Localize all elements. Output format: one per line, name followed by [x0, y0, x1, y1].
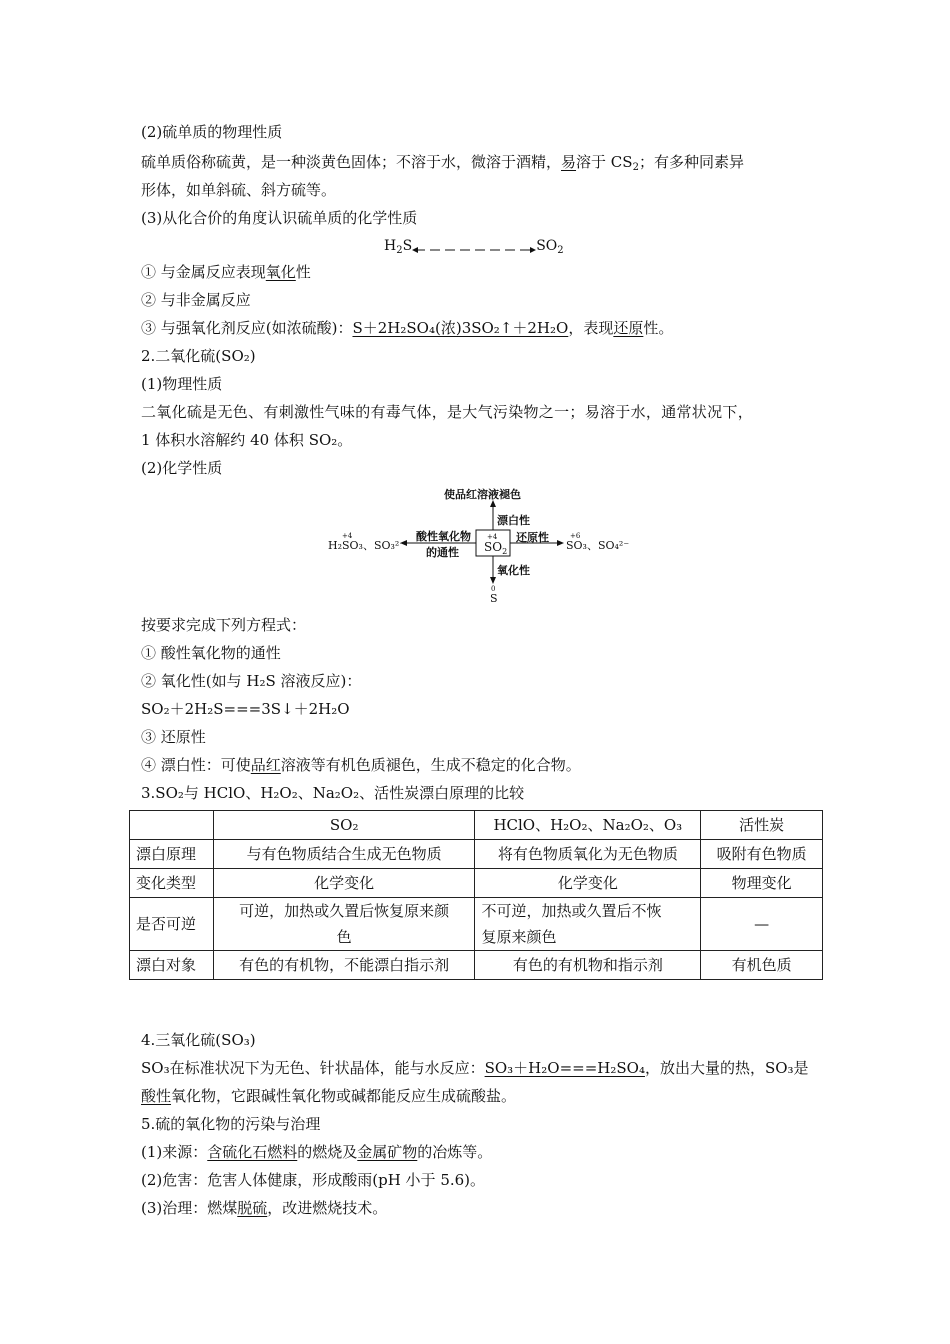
item-metal-reaction [141, 262, 311, 282]
diagram-bleach-label: 漂白性 [497, 514, 530, 527]
paragraph-so2-physical-2: 1 体积水溶解约 40 体积 SO₂。 [141, 431, 353, 449]
text-segment: ① 与金属反应表现 [141, 263, 266, 281]
heading-sulfur-physical: (2)硫单质的物理性质 [141, 123, 283, 141]
cell-line: 不可逆，加热或久置后不恢 [481, 902, 662, 920]
table-row [130, 840, 823, 869]
equation-answer: S＋2H₂SO₄(浓)3SO₂↑＋2H₂O [352, 319, 569, 337]
heading-pollution: 5.硫的氧化物的污染与治理 [141, 1115, 321, 1133]
heading-so2-physical: (1)物理性质 [141, 375, 223, 393]
right-ox-state: +6 [570, 532, 581, 540]
paragraph-so3-2 [141, 1086, 516, 1106]
text-segment: ，放出大量的热，SO₃是 [644, 1059, 809, 1077]
so2-property-diagram [320, 484, 640, 608]
table-cell: — [701, 898, 823, 951]
table-cell: 化学变化 [475, 869, 701, 898]
table-cell [213, 898, 475, 951]
underlined-answer: 酸性 [141, 1087, 172, 1105]
table-cell: 将有色物质氧化为无色物质 [475, 840, 701, 869]
pollution-source [141, 1142, 492, 1162]
item-oxidant-reaction [141, 318, 673, 338]
table-header-cell: HClO、H₂O₂、Na₂O₂、O₃ [475, 811, 701, 840]
table-row [130, 898, 823, 951]
table-cell: 有色的有机物和指示剂 [475, 951, 701, 980]
text-segment: 氧化物，它跟碱性氧化物或碱都能反应生成硫酸盐。 [171, 1087, 517, 1105]
right-products: SO₃、SO₄²⁻ [566, 539, 630, 552]
text-segment: ，表现 [568, 319, 614, 337]
table-cell: 物理变化 [701, 869, 823, 898]
item-oxidizing: ② 氧化性(如与 H₂S 溶液反应)： [141, 672, 362, 690]
diagram-acid-oxide-label-1: 酸性氧化物 [416, 530, 471, 543]
text-segment: ③ 与强氧化剂反应(如浓硫酸)： [141, 319, 353, 337]
text-segment: SO₃在标准状况下为无色、针状晶体，能与水反应： [141, 1059, 485, 1077]
table-cell: 与有色物质结合生成无色物质 [213, 840, 475, 869]
double-arrow-icon [412, 241, 536, 251]
diagram-top-label: 使品红溶液褪色 [444, 488, 521, 501]
underlined-answer: 金属矿物 [357, 1143, 418, 1161]
text-segment: 溶液等有机色质褪色，生成不稳定的化合物。 [280, 756, 581, 774]
text-segment: 溶于 CS [576, 153, 633, 171]
table-cell [475, 898, 701, 951]
table-cell: 漂白对象 [130, 951, 214, 980]
underlined-answer: 脱硫 [237, 1199, 268, 1217]
heading-sulfur-chemical: (3)从化合价的角度认识硫单质的化学性质 [141, 209, 418, 227]
underlined-answer: 氧化 [265, 263, 296, 281]
table-cell: 漂白原理 [130, 840, 214, 869]
text-segment: ；有多种同素异 [638, 153, 744, 171]
diagram-reduction-label: 还原性 [516, 531, 549, 544]
bottom-ox-state: 0 [491, 585, 496, 593]
table-row [130, 869, 823, 898]
heading-so3: 4.三氧化硫(SO₃) [141, 1031, 256, 1049]
diagram-acid-oxide-label-2: 的通性 [426, 546, 459, 559]
cell-line: 复原来颜色 [481, 928, 557, 946]
center-ox-state: +4 [487, 533, 498, 541]
valence-arrow-line [384, 236, 564, 256]
equation-so2-h2s: SO₂＋2H₂S===3S↓＋2H₂O [141, 700, 350, 718]
item-nonmetal-reaction: ② 与非金属反应 [141, 291, 251, 309]
heading-so2: 2.二氧化硫(SO₂) [141, 347, 256, 365]
table-cell: 变化类型 [130, 869, 214, 898]
left-products: H₂SO₃、SO₃²⁻ [328, 539, 406, 552]
cell-line: 色 [336, 928, 352, 946]
underlined-answer: 易 [561, 153, 577, 171]
equations-intro: 按要求完成下列方程式： [141, 616, 307, 634]
table-cell: 吸附有色物质 [701, 840, 823, 869]
table-header-cell: 活性炭 [701, 811, 823, 840]
heading-comparison: 3.SO₂与 HClO、H₂O₂、Na₂O₂、活性炭漂白原理的比较 [141, 784, 525, 802]
paragraph-sulfur-physical-1: 硫单质俗称硫黄，是一种淡黄色固体；不溶于水，微溶于酒精，易溶于 $CS_2$；有多种同素异 [141, 153, 744, 173]
text-segment: (1)来源： [141, 1143, 208, 1161]
h2s-label: $H_2S$ [384, 238, 413, 256]
table-cell: 有机色质 [701, 951, 823, 980]
text-segment: ④ 漂白性：可使 [141, 756, 251, 774]
diagram-oxidation-label: 氧化性 [497, 564, 530, 577]
table-header-cell: SO₂ [213, 811, 475, 840]
text-segment: 性 [295, 263, 311, 281]
item-acid-oxide: ① 酸性氧化物的通性 [141, 644, 281, 662]
equation-answer: SO₃＋H₂O===H₂SO₄ [484, 1059, 645, 1077]
comparison-table [129, 810, 823, 980]
bottom-sulfur: S [490, 592, 498, 605]
text-segment: 硫单质俗称硫黄，是一种淡黄色固体；不溶于水，微溶于酒精， [141, 153, 562, 171]
text-segment: 性。 [643, 319, 674, 337]
paragraph-so3-1 [141, 1058, 809, 1078]
item-bleaching [141, 755, 581, 775]
underlined-answer: 含硫化石燃料 [207, 1143, 298, 1161]
table-row [130, 951, 823, 980]
text-segment: (3)治理：燃煤 [141, 1199, 238, 1217]
table-cell: 有色的有机物，不能漂白指示剂 [213, 951, 475, 980]
text-segment: 的燃烧及 [297, 1143, 358, 1161]
paragraph-sulfur-physical-2: 形体，如单斜硫、斜方硫等。 [141, 181, 337, 199]
table-header-cell [130, 811, 214, 840]
table-header-row [130, 811, 823, 840]
cell-line: 可逆，加热或久置后恢复原来颜 [239, 902, 450, 920]
text-segment: ，改进燃烧技术。 [267, 1199, 388, 1217]
pollution-harm: (2)危害：危害人体健康，形成酸雨(pH 小于 5.6)。 [141, 1171, 486, 1189]
underlined-answer: 还原 [613, 319, 644, 337]
text-segment: 的冶炼等。 [417, 1143, 493, 1161]
table-cell: 是否可逆 [130, 898, 214, 951]
paragraph-so2-physical-1: 二氧化硫是无色、有刺激性气味的有毒气体，是大气污染物之一；易溶于水，通常状况下， [141, 403, 754, 421]
pollution-treatment [141, 1198, 387, 1218]
heading-so2-chemical: (2)化学性质 [141, 459, 223, 477]
left-ox-state: +4 [342, 532, 353, 540]
so2-label: $SO_2$ [536, 238, 564, 256]
underlined-answer: 品红 [250, 756, 281, 774]
item-reducing: ③ 还原性 [141, 728, 206, 746]
table-cell: 化学变化 [213, 869, 475, 898]
center-so2: $SO_2$ [484, 540, 508, 556]
